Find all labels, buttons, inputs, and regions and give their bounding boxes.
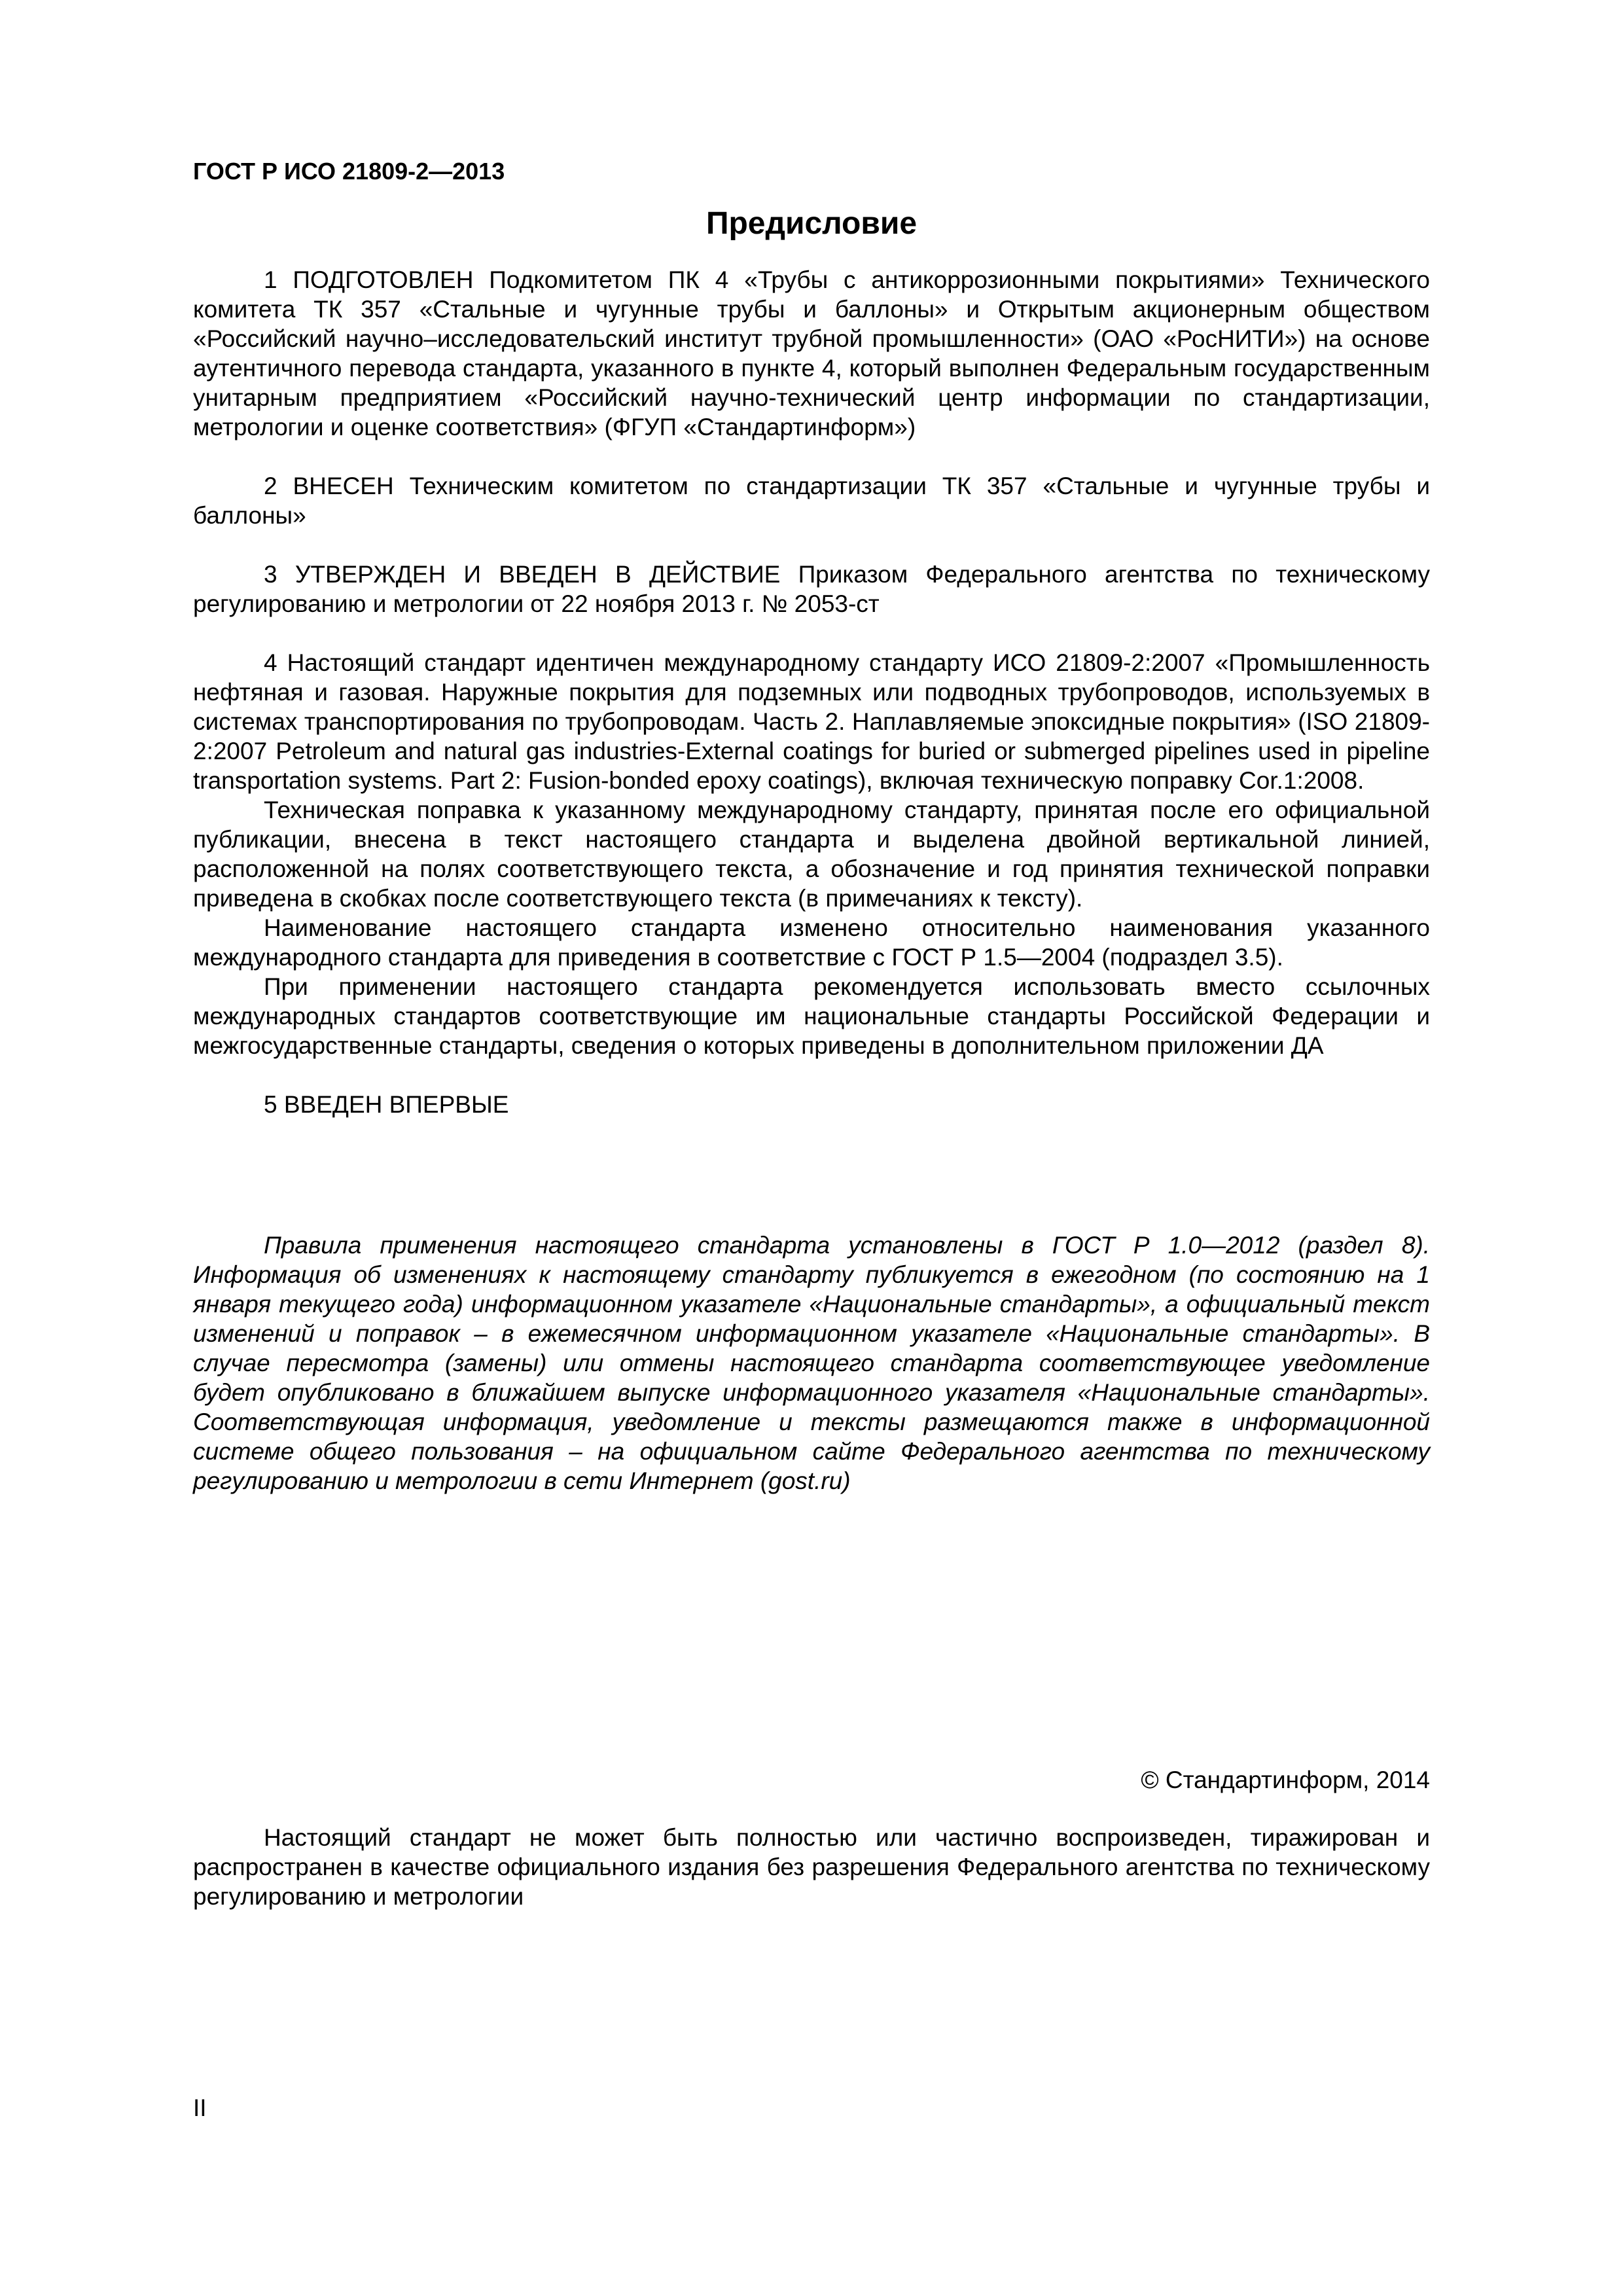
page-title: Предисловие (705, 206, 918, 241)
document-code: ГОСТ Р ИСО 21809-2—2013 (193, 158, 505, 185)
copyright-notice: © Стандартинформ, 2014 (1141, 1767, 1430, 1793)
foreword-body (193, 265, 1430, 1119)
section-4-identical: 4 Настоящий стандарт идентичен международному стандарту ИСО 21809-2:2007 «Промышленность нефтяная и газовая. Наружные покрытия для подземных или подводных трубопроводов, используемых в системах транспортирования по трубопроводам. Часть 2. Наплавляемые эпоксидные покрытия» (ISO 21809-2:2007 Petroleum and natural gas industries-External coatings for buried or submerged pipelines used in pipeline transportation systems. Part 2: Fusion-bonded epoxy coatings), включая техническую поправку Cor.1:2008. (193, 649, 1430, 794)
section-1-prepared: 1 ПОДГОТОВЛЕН Подкомитетом ПК 4 «Трубы с антикоррозионными покрытиями» Технического комитета ТК 357 «Стальные и чугунные трубы и баллоны» и Открытым акционерным обществом «Российский научно–исследовательский институт трубной промышленности» (ОАО «РосНИТИ») на основе аутентичного перевода стандарта, указанного в пункте 4, который выполнен Федеральным государственным унитарным предприятием «Российский научно-технический центр информации по стандартизации, метрологии и оценке соответствия» (ФГУП «Стандартинформ») (193, 266, 1430, 440)
section-3-approved: 3 УТВЕРЖДЕН И ВВЕДЕН В ДЕЙСТВИЕ Приказом Федерального агентства по техническому регулированию и метрологии от 22 ноября 2013 г. № 2053-ст (193, 561, 1430, 617)
page-number: II (193, 2094, 207, 2121)
section-4-correction: Техническая поправка к указанному международному стандарту, принятая после его официальной публикации, внесена в текст настоящего стандарта и выделена двойной вертикальной линией, расположенной на полях соответствующего текста, а обозначение и год принятия технической поправки приведена в скобках после соответствующего текста (в примечаниях к тексту). (193, 797, 1430, 912)
application-rules-note: Правила применения настоящего стандарта установлены в ГОСТ Р 1.0—2012 (раздел 8). Информация об изменениях к настоящему стандарту публикуется в ежегодном (по состоянию на 1 января текущего года) информационном указателе «Национальные стандарты», а официальный текст изменений и поправок – в ежемесячном информационном указателе «Национальные стандарты». В случае пересмотра (замены) или отмены настоящего стандарта соответствующее уведомление будет опубликовано в ближайшем выпуске информационного указателя «Национальные стандарты». Соответствующая информация, уведомление и тексты размещаются также в информационной системе общего пользования – на официальном сайте Федерального агентства по техническому регулированию и метрологии в сети Интернет (gost.ru) (193, 1232, 1430, 1494)
section-4-references: При применении настоящего стандарта рекомендуется использовать вместо ссылочных международных стандартов соответствующие им национальные стандарты Российской Федерации и межгосударственные стандарты, сведения о которых приведены в дополнительном приложении ДА (193, 973, 1430, 1059)
section-4-name-change: Наименование настоящего стандарта изменено относительно наименования указанного международного стандарта для приведения в соответствие с ГОСТ Р 1.5—2004 (подраздел 3.5). (193, 914, 1430, 971)
reproduction-notice: Настоящий стандарт не может быть полностью или частично воспроизведен, тиражирован и распространен в качестве официального издания без разрешения Федерального агентства по техническому регулированию и метрологии (193, 1824, 1430, 1910)
section-5-first-introduced: 5 ВВЕДЕН ВПЕРВЫЕ (264, 1091, 509, 1118)
section-2-introduced: 2 ВНЕСЕН Техническим комитетом по стандартизации ТК 357 «Стальные и чугунные трубы и баллоны» (193, 473, 1430, 529)
